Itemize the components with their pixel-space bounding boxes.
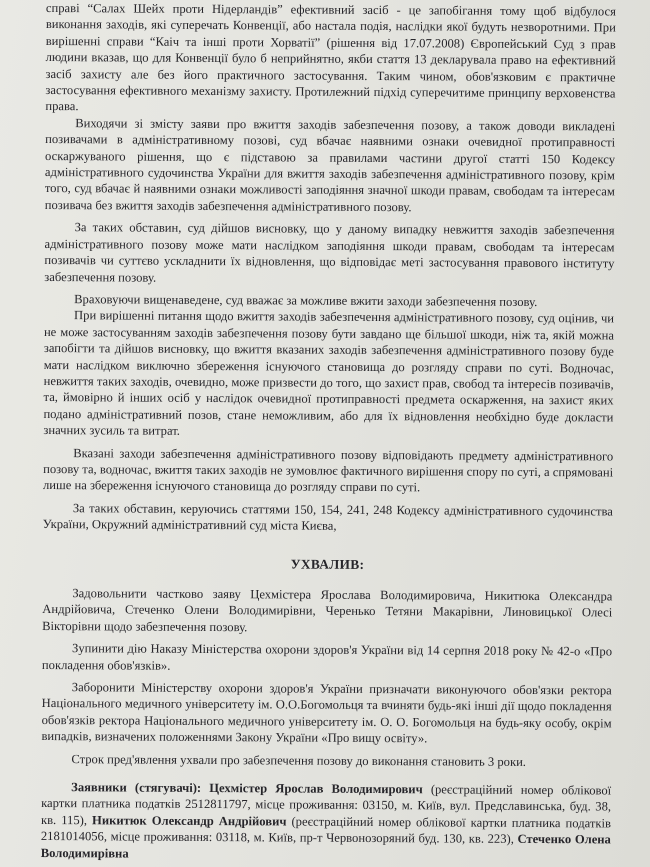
paragraph: Задовольнити частково заяву Цехмістера Ярослава Володимировича, Никитюка Олександра Андрійовича, Стеченко Олени Володимирівни, Черенько Тетяни Макарівни, Линовицької Олесі Вікторівни щодо забезпечення позову. — [42, 586, 613, 635]
paragraph: За таких обставин, керуючись статтями 150, 154, 241, 248 Кодексу адміністративного судочинства України, Окружний адміністративний суд міста Києва, — [42, 500, 613, 533]
applicant-name: Никитюк Олександр Андрійович — [92, 813, 287, 829]
paragraph: Вказані заходи забезпечення адміністративного позову відповідають предмету адміністративного позову та, водночас, вжиття таких заходів не зумовлює фактичного вирішення спору по суті, а спрямовані лише на збереження існуючого становища до розгляду справи по суті. — [42, 445, 614, 495]
applicant-details: (реєстраційний номер облікової картки платника податків 2512811797, місце проживання: 03150, м. Київ, вул. Предславинська, буд. 38, кв. 115), — [40, 782, 612, 828]
applicants-paragraph — [41, 779, 611, 865]
ruling-heading: УХВАЛИВ: — [290, 556, 365, 572]
applicant-name: Стеченко Олена Володимирівна — [40, 832, 611, 861]
paragraph: Заборонити Міністерству охорони здоров'я України призначати виконуючого обов'язки ректора Національного медичного університету ім. О.О.Богомольця та вчиняти будь-які інші дії щодо покладення обов'язків ректора Національного медичного університету ім. О. О. Богомольця на будь-яку особу, окрім випадків, визначених положеннями Закону України «Про вищу освіту». — [41, 680, 612, 746]
paragraph: Виходячи зі змісту заяви про вжиття заходів забезпечення позову, а також доводи викладені позивачами в адміністративному позові, суд вбачає наявними ознаки очевидної протиправності оскаржуваного рішення, що є підставою за правилами частини другої статті 150 Кодексу адміністративного судочинства України для вжиття заходів забезпечення адміністративного позову, крім того, суд вбачає й наявними ознаки можливості заподіяння значної шкоди правам, свободам та інтересам позивача без вжиття заходів забезпечення адміністративного позову. — [44, 116, 616, 215]
paragraph: Враховуючи вищенаведене, суд вважає за можливе вжити заходи забезпечення позову. — [74, 292, 538, 309]
paragraph: Строк пред'явлення ухвали про забезпечення позову до виконання становить 3 роки. — [71, 751, 527, 769]
applicant-details: (реєстраційний номер облікової картки платника податків 2181014056, місце проживання: 03118, м. Київ, пр-т Червонозоряний буд. 130, кв. 223), — [40, 814, 612, 847]
paragraph: При вирішенні питання щодо вжиття заходів забезпечення адміністративного позову, суд оцінив, чи не може застосуванням заходів забезпечення позову бути завдано ще більшої шкоди, ніж та, якій можна запобігти та дійшов висновку, що вжиття вказаних заходів забезпечення адміністративного позову буде мати наслідком виключно збереження існуючого становища до розгляду справи по суті. Водночас, невжиття таких заходів, очевидно, може призвести до того, що захист прав, свобод та інтересів позивачів, та, ймовірно й інших осіб у наслідок очевидної протиправності предмета оскарження, на захист яких подано адміністративний позов, стане неможливим, або для їх відновлення необхідно буде докласти значних зусиль та витрат. — [43, 308, 615, 438]
paragraph: За таких обставин, суд дійшов висновку, що у даному випадку невжиття заходів забезпечення адміністративного позову може мати наслідком заподіяння шкоди правам, свободам та інтересам позивачів чи суттєво ускладнити їх відновлення, що відповідає меті застосування правового інституту забезпечення позову. — [44, 220, 615, 285]
paragraph: Зупинити дію Наказу Міністерства охорони здоров'я України від 14 серпня 2018 року № 42-о «Про покладення обов'язків». — [41, 641, 613, 673]
paragraph: справі “Салах Шейх проти Нідерландів” ефективний засіб - це запобігання тому щоб відбулося виконання заходів, які суперечать Конвенції, або настала подія, наслідки якої будуть незворотними. При вирішенні справи “Каіч та інші проти Хорватії” (рішення від 17.07.2008) Європейський Суд з прав людини вказав, що для Конвенції було б неприйнятно, якби стаття 13 декларувала право на ефективний засіб захисту але без його практичного застосування. Таким чином, обов'язковим є практичне застосування ефективного механізму захисту. Протилежний підхід суперечитиме принципу верховенства права. — [45, 0, 616, 114]
applicant-name: Цехмістер Ярослав Володимирович — [209, 781, 423, 797]
document-page — [41, 0, 616, 865]
applicants-intro: Заявники (стягувачі): — [71, 780, 202, 796]
